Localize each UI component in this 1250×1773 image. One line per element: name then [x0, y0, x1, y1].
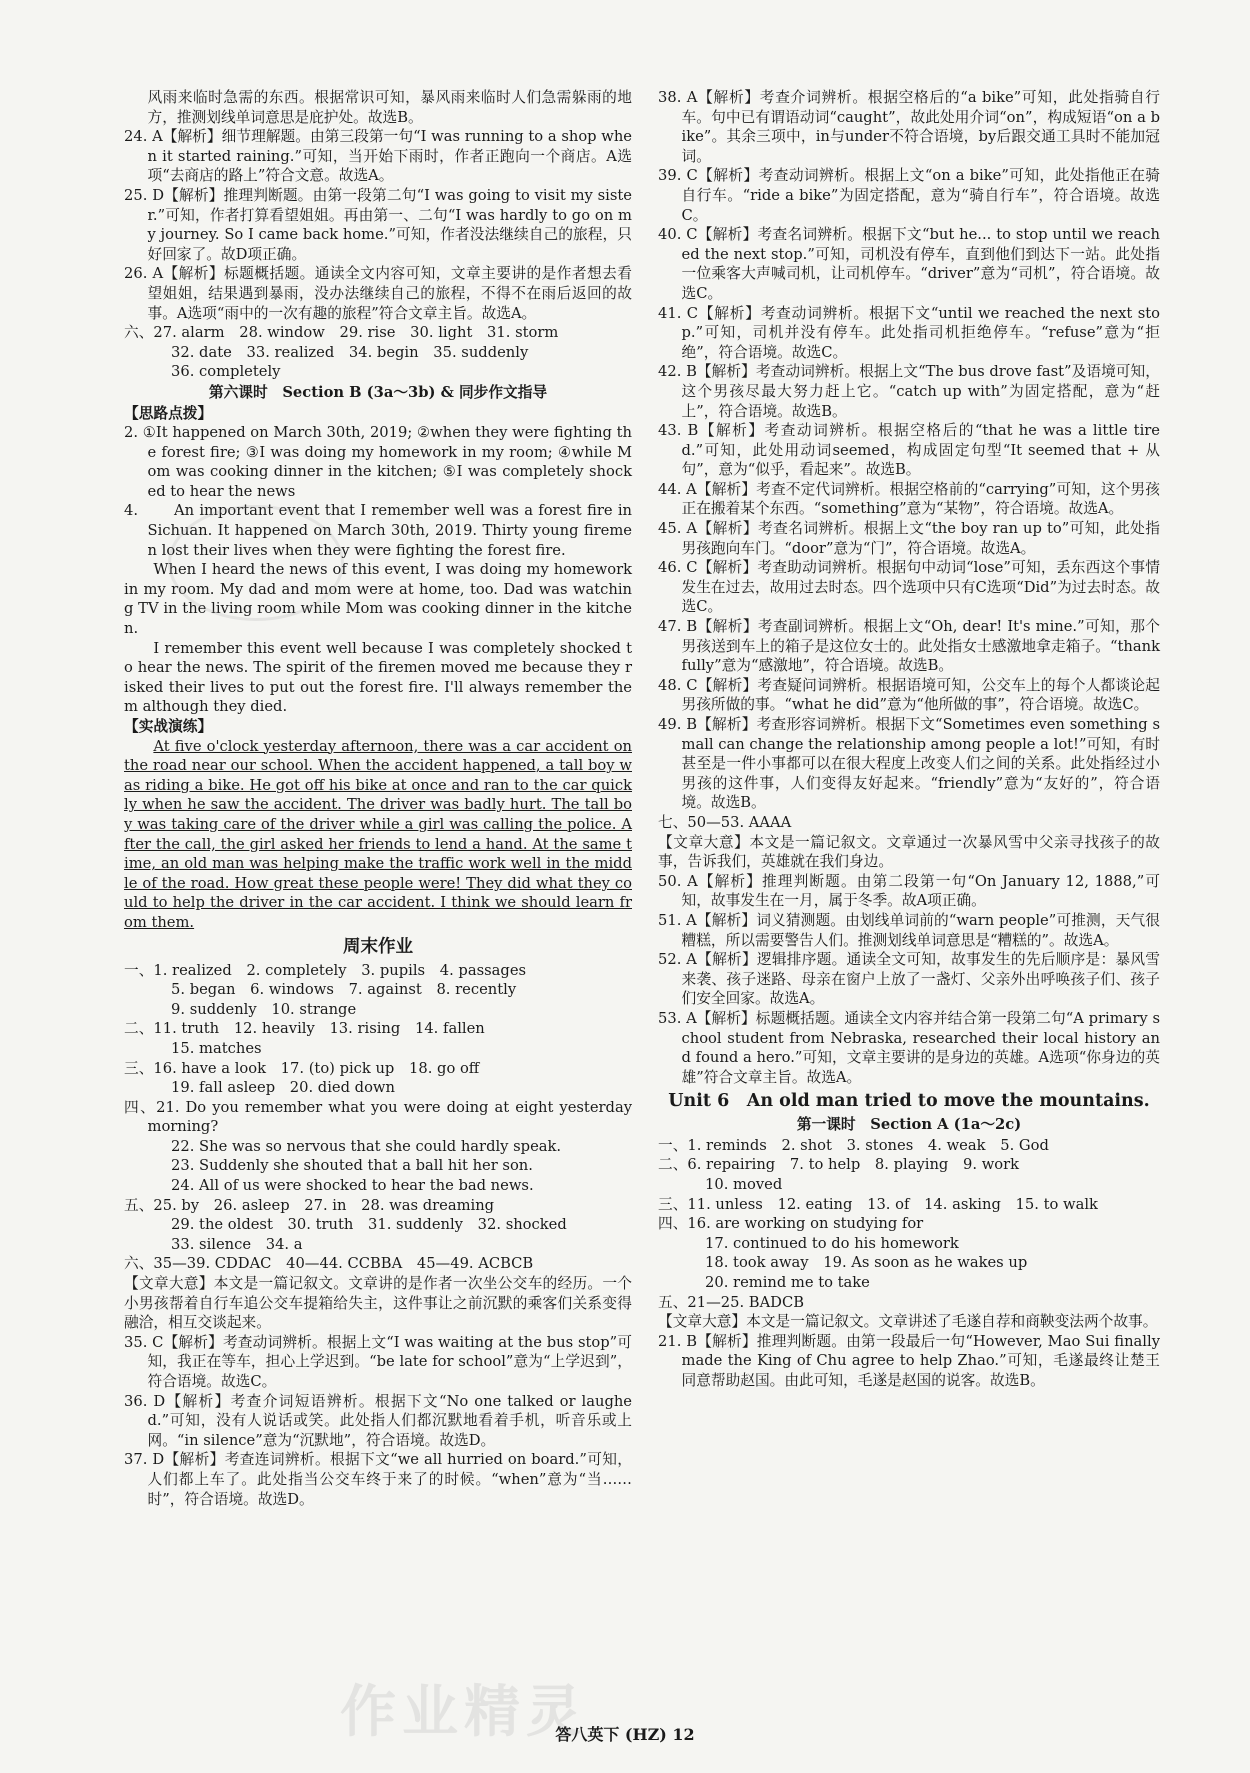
left-paragraph: 5. began 6. windows 7. against 8. recently: [171, 981, 517, 999]
right-column: [658, 88, 1160, 1391]
left-paragraph: 22. She was so nervous that she could hardly speak.: [171, 1137, 562, 1155]
right-paragraph: 【文章大意】本文是一篇记叙文。文章讲述了毛遂自荐和商鞅变法两个故事。: [658, 1313, 1158, 1331]
right-paragraph: 10. moved: [705, 1176, 783, 1194]
left-paragraph: 24. A【解析】细节理解题。由第三段第一句“I was running to a shop when it started raining.”可知，当开始下雨时，作者正跑向一个商店。A选项“去商店的路上”符合文意。故选A。: [124, 128, 632, 185]
watermark: 作业精灵: [340, 1680, 588, 1745]
right-paragraph: 一、1. reminds 2. shot 3. stones 4. weak 5. God: [658, 1136, 1049, 1154]
right-paragraph: 17. continued to do his homework: [705, 1234, 959, 1252]
left-paragraph: 36. D【解析】考查介词短语辨析。根据下文“No one talked or laughed.”可知，没有人说话或笑。此处指人们都沉默地看着手机，听音乐或上网。“in silence”意为“沉默地”，符合语境。故选D。: [124, 1392, 632, 1449]
left-paragraph: 周末作业: [343, 936, 413, 957]
left-paragraph: 29. the oldest 30. truth 31. suddenly 32. shocked: [171, 1216, 567, 1234]
right-paragraph: 39. C【解析】考查动词辨析。根据上文“on a bike”可知，此处指他正在骑自行车。“ride a bike”为固定搭配，意为“骑自行车”，符合语境。故选C。: [658, 167, 1160, 224]
left-paragraph: 风雨来临时急需的东西。根据常识可知，暴风雨来临时人们急需躲雨的地方，推测划线单词意思是庇护处。故选B。: [147, 89, 632, 126]
faint-stamp-mark: [168, 505, 344, 621]
right-paragraph: 44. A【解析】考查不定代词辨析。根据空格前的“carrying”可知，这个男孩正在搬着某个东西。“something”意为“某物”，符合语境。故选A。: [658, 480, 1160, 518]
right-paragraph: 53. A【解析】标题概括题。通读全文内容并结合第一段第二句“A primary school student from Nebraska, researched their local history and found a hero.”可知，文章主要讲的是身边的英雄。A选项“你身边的英雄”符合文章主旨。故选A。: [658, 1009, 1160, 1086]
right-paragraph: 49. B【解析】考查形容词辨析。根据下文“Sometimes even something small can change the relationship among people a lot!”可知，有时甚至是一件小事都可以在很大程度上改变人们之间的关系。此处指经过小男孩的这件事，人们变得友好起来。“friendly”意为“友好的”，符合语境。故选B。: [658, 716, 1160, 812]
left-paragraph: When I heard the news of this event, I was doing my homework in my room. My dad and mom were at home, too. Dad was watching TV in the living room while Mom was cooking dinner in the kitchen.: [124, 561, 632, 638]
right-paragraph: 52. A【解析】逻辑排序题。通读全文可知，故事发生的先后顺序是：暴风雪来袭、孩子迷路、母亲在窗户上放了一盏灯、父亲外出呼唤孩子们、孩子们安全回家。故选A。: [658, 951, 1160, 1008]
left-paragraph: At five o'clock yesterday afternoon, there was a car accident on the road near our school. When the accident happened, a tall boy was riding a bike. He got off his bike at once and ran to the car quickly when he saw the accident. The driver was badly hurt. The tall boy was taking care of the driver while a girl was calling the police. After the call, the girl asked her friends to lend a hand. At the same time, an old man was helping make the traffic work well in the middle of the road. How great these people were! They did what they could to help the driver in the car accident. I think we should learn from them.: [124, 737, 632, 931]
right-paragraph: 43. B【解析】考查动词辨析。根据空格后的“that he was a little tired.”可知，此处用动词seemed，构成固定句型“It seemed that + 从句”，意为“似乎，看起来”。故选B。: [658, 422, 1160, 479]
right-paragraph: 50. A【解析】推理判断题。由第二段第一句“On January 12, 1888,”可知，故事发生在一月，属于冬季。故A项正确。: [658, 872, 1160, 910]
right-paragraph: 【文章大意】本文是一篇记叙文。文章通过一次暴风雪中父亲寻找孩子的故事，告诉我们，英雄就在我们身边。: [658, 833, 1160, 871]
left-paragraph: 三、16. have a look 17. (to) pick up 18. go off: [124, 1059, 480, 1077]
left-paragraph: 15. matches: [171, 1039, 262, 1057]
left-paragraph: 4. An important event that I remember well was a forest fire in Sichuan. It happened on March 30th, 2019. Thirty young firemen lost their lives when they were fighting the forest fire.: [124, 502, 632, 559]
left-paragraph: 9. suddenly 10. strange: [171, 1000, 357, 1018]
left-paragraph: 36. completely: [171, 363, 281, 381]
left-paragraph: 23. Suddenly she shouted that a ball hit her son.: [171, 1157, 533, 1175]
left-paragraph: 【思路点拨】: [124, 404, 213, 422]
right-paragraph: 七、50—53. AAAA: [658, 813, 792, 831]
right-paragraph: 38. A【解析】考查介词辨析。根据空格后的“a bike”可知，此处指骑自行车。句中已有谓语动词“caught”，故此处用介词“on”，构成短语“on a bike”。其余三项中，in与under不符合语境，by后跟交通工具时不能加冠词。: [658, 89, 1160, 165]
left-paragraph: 35. C【解析】考查动词辨析。根据上文“I was waiting at the bus stop”可知，我正在等车，担心上学迟到。“be late for school”意为“上学迟到”，符合语境。故选C。: [124, 1333, 632, 1390]
right-paragraph: 三、11. unless 12. eating 13. of 14. asking 15. to walk: [658, 1195, 1098, 1213]
right-paragraph: 18. took away 19. As soon as he wakes up: [705, 1254, 1028, 1272]
left-paragraph: 【文章大意】本文是一篇记叙文。文章讲的是作者一次坐公交车的经历。一个小男孩帮着自行车追公交车提箱给失主，这件事让之前沉默的乘客们关系变得融洽，相互交谈起来。: [124, 1275, 632, 1332]
right-paragraph: 40. C【解析】考查名词辨析。根据下文“but he... to stop until we reached the next stop.”可知，司机没有停车，直到他们到达下一站。此处指一位乘客大声喊司机，让司机停车。“driver”意为“司机”，符合语境。故选C。: [658, 226, 1160, 302]
page-footer: 答八英下 (HZ) 12: [555, 1725, 695, 1744]
right-paragraph: 41. C【解析】考查动词辨析。根据下文“until we reached the next stop.”可知，司机并没有停车。此处指司机拒绝停车。“refuse”意为“拒绝”，符合语境。故选C。: [658, 304, 1160, 361]
right-paragraph: 21. B【解析】推理判断题。由第一段最后一句“However, Mao Sui finally made the King of Chu agree to help Zhao.”可知，毛遂最终让楚王同意帮助赵国。由此可知，毛遂是赵国的说客。故选B。: [658, 1332, 1160, 1389]
left-paragraph: 26. A【解析】标题概括题。通读全文内容可知，文章主要讲的是作者想去看望姐姐，结果遇到暴雨，没办法继续自己的旅程，不得不在雨后返回的故事。A选项“雨中的一次有趣的旅程”符合文章主旨。故选A。: [124, 265, 632, 322]
right-paragraph: 48. C【解析】考查疑问词辨析。根据语境可知，公交车上的每个人都谈论起男孩所做的事。“what he did”意为“他所做的事”，符合语境。故选C。: [658, 676, 1160, 714]
left-paragraph: 32. date 33. realized 34. begin 35. suddenly: [171, 343, 529, 361]
left-paragraph: 19. fall asleep 20. died down: [171, 1079, 395, 1097]
left-paragraph: 37. D【解析】考查连词辨析。根据下文“we all hurried on board.”可知，人们都上车了。此处指当公交车终于来了的时候。“when”意为“当……时”，符合语境。故选D。: [124, 1451, 632, 1508]
right-paragraph: 51. A【解析】词义猜测题。由划线单词前的“warn people”可推测，天气很糟糕，所以需要警告人们。推测划线单词意思是“糟糕的”。故选A。: [658, 911, 1160, 949]
right-paragraph: 二、6. repairing 7. to help 8. playing 9. work: [658, 1156, 1020, 1174]
left-paragraph: 【实战演练】: [124, 718, 213, 735]
left-paragraph: 二、11. truth 12. heavily 13. rising 14. fallen: [124, 1020, 485, 1038]
right-paragraph: 20. remind me to take: [705, 1274, 870, 1292]
left-paragraph: I remember this event well because I was completely shocked to hear the news. The spirit of the firemen moved me because they risked their lives to put out the forest fire. I'll always remember them although they died.: [124, 639, 632, 716]
right-paragraph: 47. B【解析】考查副词辨析。根据上文“Oh, dear! It's mine.”可知，那个男孩送到车上的箱子是这位女士的。此处指女士感激地拿走箱子。“thankfully”意为“感激地”，符合语境。故选B。: [658, 618, 1160, 675]
right-paragraph: 五、21—25. BADCB: [658, 1293, 804, 1311]
left-paragraph: 第六课时 Section B (3a～3b) & 同步作文指导: [208, 383, 548, 401]
right-paragraph: 42. B【解析】考查动词辨析。根据上文“The bus drove fast”及语境可知，这个男孩尽最大努力赶上它。“catch up with”为固定搭配，意为“赶上”，符合语境。故选B。: [658, 363, 1160, 420]
right-paragraph: 四、16. are working on studying for: [658, 1215, 924, 1233]
right-paragraph: Unit 6 An old man tried to move the mountains.: [668, 1091, 1150, 1112]
left-paragraph: 六、35—39. CDDAC 40—44. CCBBA 45—49. ACBCB: [124, 1255, 534, 1273]
left-paragraph: 2. ①It happened on March 30th, 2019; ②when they were fighting the forest fire; ③I was doing my homework in my room; ④while Mom was cooking dinner in the kitchen; ⑤I was completely shocked to hear the news: [124, 424, 632, 500]
left-paragraph: 五、25. by 26. asleep 27. in 28. was dreaming: [124, 1196, 495, 1214]
left-paragraph: 六、27. alarm 28. window 29. rise 30. light 31. storm: [124, 324, 559, 342]
left-paragraph: 一、1. realized 2. completely 3. pupils 4. passages: [124, 961, 527, 979]
left-paragraph: 25. D【解析】推理判断题。由第一段第二句“I was going to visit my sister.”可知，作者打算看望姐姐。再由第一、二句“I was hardly to go on my journey. So I came back home.”可知，作者没法继续自己的旅程，只好回家了。故D项正确。: [124, 186, 632, 263]
left-paragraph: 24. All of us were shocked to hear the bad news.: [171, 1177, 534, 1195]
right-paragraph: 46. C【解析】考查助动词辨析。根据句中动词“lose”可知，丢东西这个事情发生在过去，故用过去时态。四个选项中只有C选项“Did”为过去时态。故选C。: [658, 559, 1160, 616]
right-paragraph: 45. A【解析】考查名词辨析。根据上文“the boy ran up to”可知，此处指男孩跑向车门。“door”意为“门”，符合语境。故选A。: [658, 520, 1160, 557]
left-paragraph: 33. silence 34. a: [171, 1235, 303, 1253]
left-paragraph: 四、21. Do you remember what you were doing at eight yesterday morning?: [124, 1098, 632, 1136]
left-column: [124, 88, 632, 1509]
right-paragraph: 第一课时 Section A (1a～2c): [796, 1116, 1022, 1134]
